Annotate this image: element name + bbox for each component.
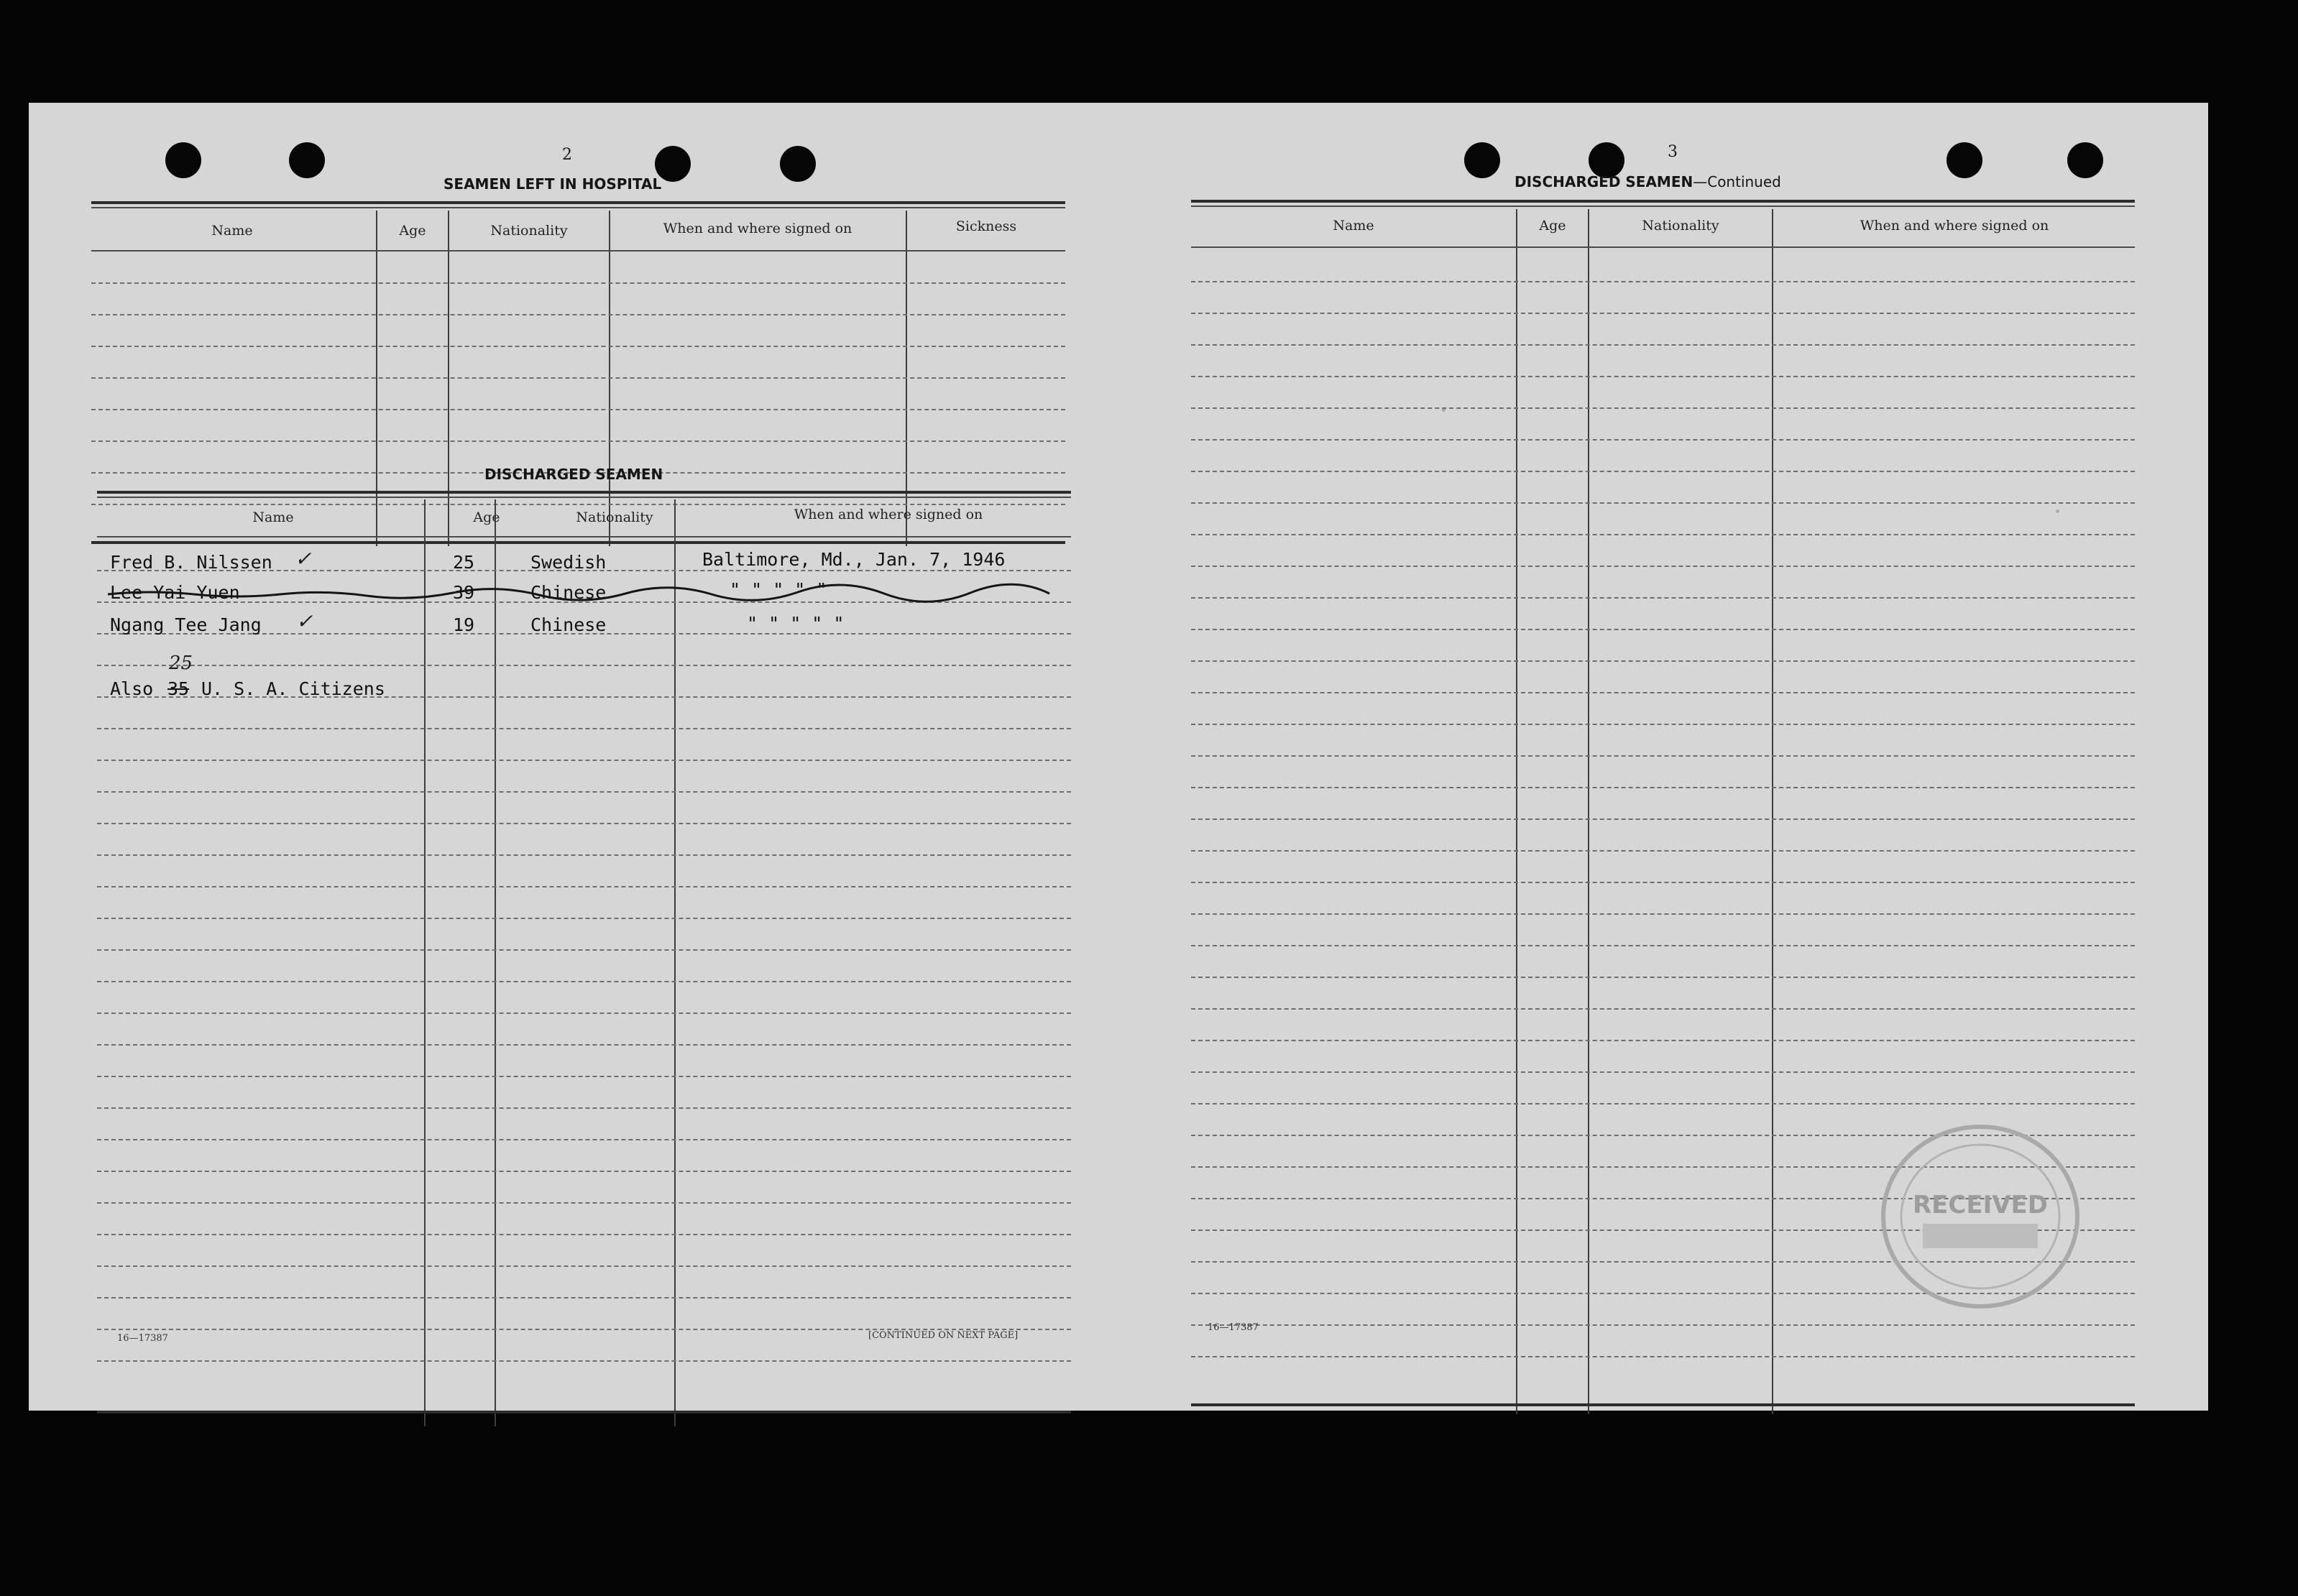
hospital-section-title: SEAMEN LEFT IN HOSPITAL [443,175,662,193]
row-1-signed-on: Baltimore, Md., Jan. 7, 1946 [702,549,1006,570]
discharged-row-line [97,1234,1071,1235]
row-3-check-mark: ✓ [296,609,313,633]
discharged-row-line [97,1360,1071,1362]
row-2-nationality: Chinese [530,582,607,603]
right-col-name: Name [1333,218,1374,234]
received-stamp [1872,1116,2088,1317]
hospital-row-line [91,504,1065,505]
right-row-line [1191,597,2135,599]
row-2-age: 39 [453,582,475,603]
right-row-line [1191,1040,2135,1041]
discharged-header-rule [97,536,1071,538]
hospital-col-nationality: Nationality [490,223,568,239]
discharged-col-divider [495,499,496,1426]
punch-hole [2067,142,2103,178]
right-row-line [1191,534,2135,535]
form-code-right: 16—17387 [1208,1322,1259,1333]
right-col-signed-on: When and where signed on [1860,218,2049,234]
hospital-header-rule [91,250,1065,252]
discharged-col-name: Name [252,509,294,525]
discharged-row-line [97,665,1071,666]
discharged-top-rule [97,491,1071,494]
discharged-col-signed-on: When and where signed on [794,507,983,522]
right-section-title-suffix: —Continued [1693,173,1781,190]
hospital-col-sickness: Sickness [955,218,1017,234]
right-row-line [1191,755,2135,757]
page-number-right: 3 [1668,143,1678,161]
right-col-divider [1516,209,1517,1414]
row-2-signed-on: " " " " " [730,579,827,600]
row-1-check-mark: ✓ [295,547,312,571]
note-also: Also [110,678,154,699]
hospital-top-rule-2 [91,207,1065,208]
punch-hole [289,142,325,178]
note-correction-number: 25 [169,652,193,674]
right-row-line [1191,439,2135,440]
row-2-name: Lee Yai Yuen [110,582,240,603]
right-row-line [1191,818,2135,820]
discharged-row-line [97,1297,1071,1299]
discharged-row-line [97,1044,1071,1046]
right-row-line [1191,787,2135,788]
discharged-col-nationality: Nationality [576,509,653,525]
right-row-line [1191,407,2135,409]
row-1-name: Fred B. Nilssen [110,552,272,573]
hospital-top-rule [91,201,1065,204]
right-row-line [1191,281,2135,282]
row-1-nationality: Swedish [530,552,607,573]
row-3-name: Ngang Tee Jang [110,614,262,635]
note-struck-number: 35 [167,678,190,699]
discharged-row-line [97,949,1071,951]
discharged-row-line [97,1076,1071,1077]
punch-hole [1947,142,1982,178]
discharged-row-line [97,1171,1071,1172]
punch-hole [165,142,201,178]
hospital-row-line [91,377,1065,379]
row-3-age: 19 [453,614,475,635]
right-header-rule [1191,246,2135,248]
right-row-line [1191,724,2135,725]
right-row-line [1191,1103,2135,1104]
discharged-col-divider [674,499,676,1426]
right-top-rule-2 [1191,206,2135,207]
row-2-strike-line [108,583,1057,604]
hospital-row-line [91,440,1065,442]
right-row-line [1191,1356,2135,1357]
discharged-row-line [97,1107,1071,1109]
hospital-row-line [91,346,1065,347]
hospital-bottom-rule [91,541,1065,544]
page-number-left: 2 [562,146,572,164]
right-row-line [1191,660,2135,662]
right-row-line [1191,945,2135,946]
discharged-row-line [97,981,1071,982]
row-3-signed-on: " " " " " [747,613,845,634]
right-row-line [1191,1071,2135,1073]
discharged-row-line [97,760,1071,761]
right-section-title-main: DISCHARGED SEAMEN [1515,173,1693,190]
right-row-line [1191,502,2135,504]
form-code-left: 16—17387 [117,1333,168,1344]
discharged-row-line [97,728,1071,729]
punch-hole [780,146,816,182]
discharged-top-rule-2 [97,497,1071,498]
right-top-rule [1191,200,2135,203]
continued-note: [CONTINUED ON NEXT PAGE] [868,1330,1019,1341]
hospital-row-line [91,314,1065,315]
discharged-row-line [97,1013,1071,1014]
discharged-row-line [97,1202,1071,1204]
document-sheet [29,103,2208,1411]
row-1-age: 25 [453,552,475,573]
discharged-row-line [97,918,1071,919]
note-citizens: U. S. A. Citizens [201,678,385,699]
right-row-line [1191,692,2135,693]
discharged-section-title: DISCHARGED SEAMEN [484,466,663,483]
speck [2056,509,2059,513]
row-3-nationality: Chinese [530,614,607,635]
discharged-row-line [97,886,1071,887]
right-bottom-rule [1191,1403,2135,1406]
right-row-line [1191,376,2135,377]
discharged-col-divider [424,499,426,1426]
right-row-line [1191,313,2135,314]
discharged-bottom-rule [97,1411,1071,1413]
right-row-line [1191,629,2135,630]
right-col-divider [1588,209,1589,1414]
right-col-nationality: Nationality [1642,218,1719,234]
discharged-row-line [97,791,1071,793]
discharged-row-line [97,1265,1071,1267]
hospital-row-line [91,282,1065,284]
right-row-line [1191,882,2135,883]
right-row-line [1191,913,2135,915]
right-col-age: Age [1539,218,1566,234]
hospital-col-name: Name [211,223,253,239]
punch-hole [1464,142,1500,178]
right-row-line [1191,1008,2135,1010]
stamp-word: RECEIVED [1913,1191,2048,1219]
right-row-line [1191,1324,2135,1326]
right-section-title [1515,173,1781,190]
right-row-line [1191,471,2135,472]
discharged-row-line [97,854,1071,856]
discharged-row-line [97,823,1071,824]
right-col-divider [1772,209,1773,1414]
hospital-col-signed-on: When and where signed on [663,221,852,236]
hospital-row-line [91,409,1065,410]
right-row-line [1191,977,2135,978]
right-row-line [1191,344,2135,346]
discharged-row-line [97,1139,1071,1140]
discharged-col-age: Age [473,509,500,525]
hospital-col-age: Age [399,223,426,239]
right-row-line [1191,850,2135,852]
right-row-line [1191,566,2135,567]
